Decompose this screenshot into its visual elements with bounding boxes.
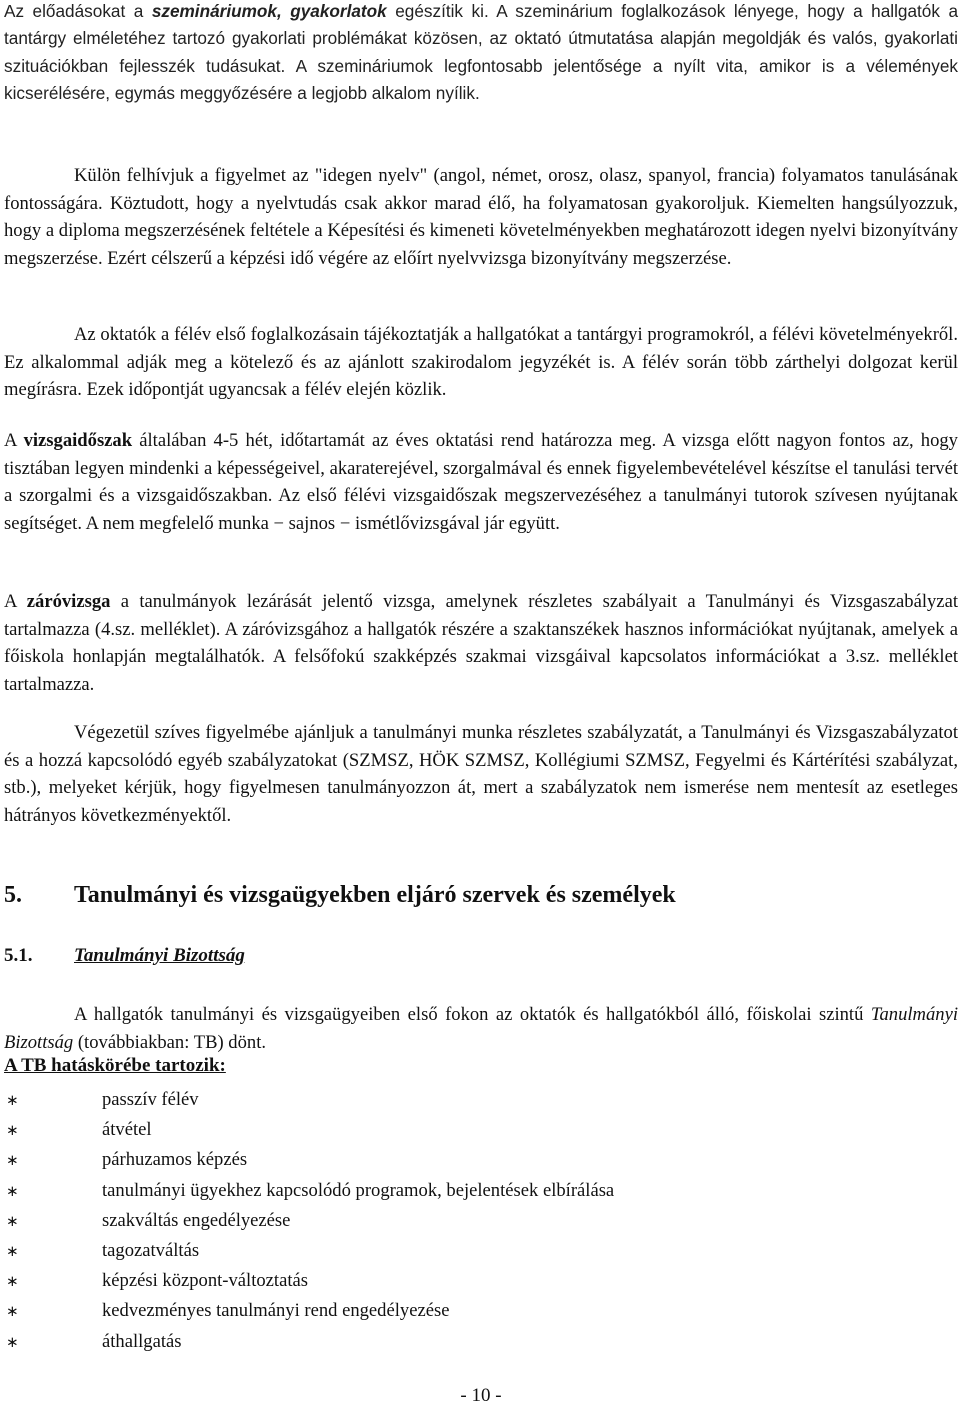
paragraph-instructors: Az oktatók a félév első foglalkozásain tájékoztatják a hallgatókat a tantárgyi programokról, a félévi követelményekről. Ez alkalommal adják meg a kötelező és az ajánlott szakirodalom jegyzékét is. A félév során több zárthelyi dolgozat kerül megírásra. Ezek időpontját ugyancsak a félév elején közlik. xyxy=(4,324,958,401)
list-item-label: passzív félév xyxy=(102,1089,199,1110)
list-item-label: átvétel xyxy=(102,1119,152,1141)
list-item-label: kedvezményes tanulmányi rend engedélyezése xyxy=(102,1300,450,1322)
list-item xyxy=(4,1327,614,1357)
list-item xyxy=(4,1236,614,1266)
emphasis-final-exam: záróvizsga xyxy=(26,591,111,612)
text-run: A xyxy=(4,430,24,451)
list-item-label: tagozatváltás xyxy=(102,1239,200,1261)
list-item-label: áthallgatás xyxy=(102,1330,182,1352)
list-item xyxy=(4,1206,614,1236)
bullet-icon: ∗ xyxy=(6,1151,19,1170)
text-run: a tanulmányok lezárását jelentő vizsga, amelynek részletes szabályait a Tanulmányi és Vizsgaszabályzat tartalmazza (4.sz. melléklet). A záróvizsgához a hallgatók részére a szaktanszékek hasznos információkat nyújtanak, amelyek a főiskola honlapján megtalálhatók. A felsőfokú szakképzés szakmai vizsgáival kapcsolatos információkat a 3.sz. melléklet tartalmazza. xyxy=(4,591,958,695)
text-run: általában 4-5 hét, időtartamát az éves oktatási rend határozza meg. A vizsga előtt nagyon fontos az, hogy tisztában legyen mindenki a képességeivel, akaraterejével, szorgalmával és ennek figyelembevételével készítse el tanulási tervét a szorgalmi és a vizsgaidőszakban. Az első félévi vizsgaidőszak megszervezéséhez a tanulmányi tutorok szívesen nyújtanak segítséget. A nem megfelelő munka − sajnos − ismétlővizsgával jár együtt. xyxy=(4,430,958,534)
bullet-icon: ∗ xyxy=(6,1272,19,1291)
tb-competence-list xyxy=(4,1085,614,1357)
section-heading xyxy=(4,882,676,909)
page-number: - 10 - xyxy=(460,1385,502,1406)
paragraph-seminars xyxy=(4,0,958,108)
text-run: A xyxy=(4,591,27,612)
section-title: Tanulmányi és vizsgaügyekben eljáró szervek és személyek xyxy=(74,882,676,908)
list-item-label: képzési központ-változtatás xyxy=(102,1270,309,1292)
list-item xyxy=(4,1266,614,1296)
list-item xyxy=(4,1115,614,1145)
text-run: egészítik ki. A szeminárium foglalkozások lényege, hogy a hallgatók a tantárgy elméletéhez tartozó gyakorlati problémákat közösen, az oktató útmutatása alapján megoldják és valós, gyakorlati szituációkban fejlesszék tudásukat. A szemináriumok legfontosabb jelentősége a nyílt vita, amikor is a vélemények kicserélésére, egymás meggyőzésére a legjobb alkalom nyílik. xyxy=(4,1,958,104)
list-item xyxy=(4,1085,614,1115)
list-item-label: párhuzamos képzés xyxy=(102,1149,248,1171)
list-item-label: tanulmányi ügyekhez kapcsolódó programok, bejelentések elbírálása xyxy=(102,1179,615,1201)
bullet-icon: ∗ xyxy=(6,1302,19,1321)
paragraph-tb-intro xyxy=(4,1001,958,1056)
list-heading: A TB hatáskörébe tartozik: xyxy=(4,1055,226,1076)
text-run: (továbbiakban: TB) dönt. xyxy=(73,1031,267,1053)
bullet-icon: ∗ xyxy=(6,1091,19,1109)
bullet-icon: ∗ xyxy=(6,1332,19,1351)
paragraph-exam-period xyxy=(4,427,958,537)
text-run: Az előadásokat a xyxy=(4,1,152,21)
paragraph-foreign-language: Külön felhívjuk a figyelmet az "idegen nyelv" (angol, német, orosz, olasz, spanyol, francia) folyamatos tanulásának fontosságára. Köztudott, hogy a nyelvtudás csak akkor marad élő, ha folyamatosan gyakoroljuk. Kiemelten hangsúlyozzuk, hogy a diploma megszerzésének feltétele a Képesítési és kimeneti követelményekben meghatározott idegen nyelvi bizonyítvány megszerzése. Ezért célszerű a képzési idő végére az előírt nyelvvizsga bizonyítvány megszerzése. xyxy=(4,165,958,269)
paragraph-final-exam xyxy=(4,588,958,698)
bullet-icon: ∗ xyxy=(6,1181,19,1200)
subsection-number: 5.1. xyxy=(4,945,33,966)
emphasis-exam-period: vizsgaidőszak xyxy=(23,430,133,451)
emphasis-seminars: szemináriumok, gyakorlatok xyxy=(151,1,387,21)
list-item xyxy=(4,1176,614,1206)
list-item-label: szakváltás engedélyezése xyxy=(102,1209,291,1231)
paragraph-regulations: Végezetül szíves figyelmébe ajánljuk a tanulmányi munka részletes szabályzatát, a Tanulmányi és Vizsgaszabályzatot és a hozzá kapcsolódó egyéb szabályzatokat (SZMSZ, HÖK SZMSZ, Kollégiumi SZMSZ, Fegyelmi és Kártérítési szabályzat, stb.), melyeket kérjük, hogy figyelmesen tanulmányozzon át, mert a szabályzatok nem ismerése nem mentesít az esetleges hátrányos következményektől. xyxy=(4,722,958,826)
bullet-icon: ∗ xyxy=(6,1241,19,1260)
section-number: 5. xyxy=(4,882,22,908)
subsection-title: Tanulmányi Bizottság xyxy=(74,945,245,966)
subsection-heading xyxy=(4,945,245,967)
bullet-icon: ∗ xyxy=(6,1121,19,1140)
list-item xyxy=(4,1145,614,1175)
emphasis-tb-name: Tanulmányi Bizottság xyxy=(4,1004,958,1053)
bullet-icon: ∗ xyxy=(6,1211,19,1230)
text-run: A hallgatók tanulmányi és vizsgaügyeiben első fokon az oktatók és hallgatókból álló, főiskolai szintű xyxy=(74,1004,871,1025)
list-item xyxy=(4,1296,614,1326)
